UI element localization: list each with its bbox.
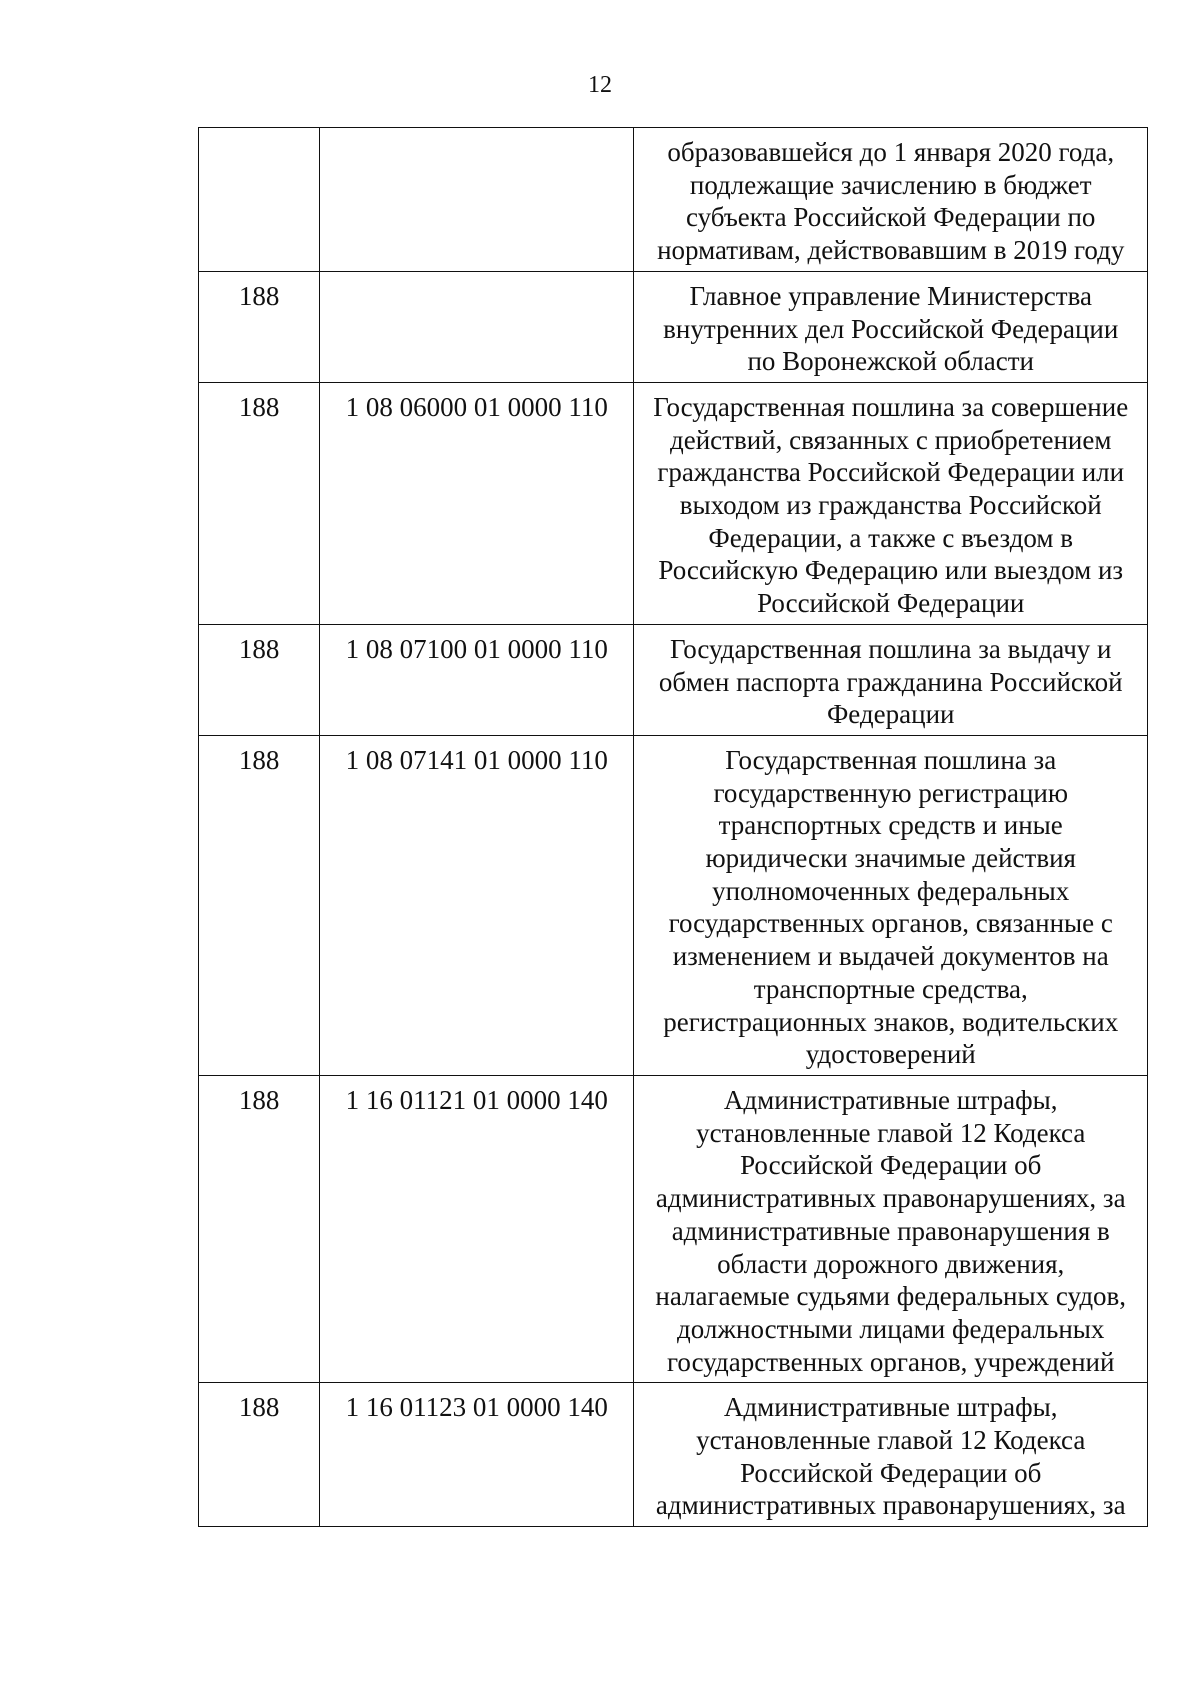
revenue-name-cell: [634, 624, 1148, 735]
revenue-name-cell: [634, 128, 1148, 272]
revenue-name-line: Российской Федерации об: [740, 1457, 1042, 1488]
revenue-name-cell: [634, 271, 1148, 382]
revenue-name-line: установленные главой 12 Кодекса: [696, 1425, 1086, 1456]
revenue-name-line: государственных органов, связанные с: [668, 908, 1113, 939]
revenue-name-line: подлежащие зачислению в бюджет: [689, 169, 1092, 200]
revenue-name-line: изменением и выдачей документов на: [672, 941, 1109, 972]
revenue-name-line: административных правонарушениях, за: [655, 1490, 1126, 1521]
revenue-name-line: административных правонарушениях, за: [655, 1183, 1126, 1214]
revenue-name-line: государственную регистрацию: [713, 777, 1069, 808]
admin-code-cell: 188: [199, 271, 320, 382]
revenue-name-line: Главное управление Министерства: [689, 280, 1092, 311]
revenue-name-line: Государственная пошлина за: [725, 744, 1057, 775]
admin-code-cell: 188: [199, 1075, 320, 1382]
revenue-name-line: нормативам, действовавшим в 2019 году: [657, 235, 1125, 266]
revenue-name-line: образовавшейся до 1 января 2020 года,: [667, 137, 1115, 167]
revenue-name-line: выходом из гражданства Российской: [679, 490, 1102, 521]
revenue-name-line: Административные штрафы,: [723, 1084, 1058, 1115]
revenue-name-line: гражданства Российской Федерации или: [657, 457, 1125, 488]
revenue-name-cell: [634, 1383, 1148, 1527]
revenue-name-cell: [634, 735, 1148, 1075]
table-body: [199, 128, 1148, 1527]
revenue-name-line: внутренних дел Российской Федерации: [663, 313, 1119, 344]
admin-code-cell: 188: [199, 735, 320, 1075]
admin-code-cell: 188: [199, 624, 320, 735]
kbk-code-cell: 1 16 01121 01 0000 140: [320, 1075, 634, 1382]
table-row: [199, 382, 1148, 624]
revenue-name-line: государственных органов, учреждений: [667, 1346, 1115, 1377]
revenue-name-line: административные правонарушения в: [671, 1215, 1110, 1246]
revenue-code-table: [198, 127, 1148, 1527]
kbk-code-cell: 1 16 01123 01 0000 140: [320, 1383, 634, 1527]
revenue-name-cell: [634, 1075, 1148, 1382]
revenue-name-line: юридически значимые действия: [705, 843, 1076, 874]
revenue-name-line: Федерации: [826, 699, 955, 730]
table-row: [199, 271, 1148, 382]
revenue-name-line: налагаемые судьями федеральных судов,: [655, 1281, 1127, 1312]
kbk-code-cell: [320, 271, 634, 382]
admin-code-cell: [199, 128, 320, 272]
revenue-name-line: удостоверений: [805, 1039, 976, 1070]
revenue-name-line: Государственная пошлина за выдачу и: [669, 633, 1112, 664]
revenue-name-line: Российской Федерации: [757, 588, 1025, 619]
revenue-name-line: Федерации, а также с въездом в: [708, 522, 1074, 553]
revenue-name-line: транспортные средства,: [753, 973, 1028, 1004]
revenue-name-line: должностными лицами федеральных: [677, 1313, 1105, 1344]
revenue-name-line: регистрационных знаков, водительских: [663, 1006, 1119, 1037]
revenue-name-line: Государственная пошлина за совершение: [653, 391, 1129, 422]
kbk-code-cell: 1 08 07100 01 0000 110: [320, 624, 634, 735]
kbk-code-cell: [320, 128, 634, 272]
table-row: [199, 624, 1148, 735]
kbk-code-cell: 1 08 07141 01 0000 110: [320, 735, 634, 1075]
table-row: [199, 128, 1148, 272]
table-row: [199, 1075, 1148, 1382]
revenue-name-line: Российской Федерации об: [740, 1150, 1042, 1181]
revenue-name-line: по Воронежской области: [747, 346, 1034, 377]
revenue-name-line: области дорожного движения,: [717, 1248, 1065, 1279]
revenue-name-line: субъекта Российской Федерации по: [686, 202, 1096, 233]
table-row: [199, 1383, 1148, 1527]
revenue-name-line: транспортных средств и иные: [718, 810, 1063, 841]
admin-code-cell: 188: [199, 382, 320, 624]
table-row: [199, 735, 1148, 1075]
revenue-name-line: действий, связанных с приобретением: [670, 424, 1112, 455]
kbk-code-cell: 1 08 06000 01 0000 110: [320, 382, 634, 624]
page-number: 12: [588, 72, 612, 98]
revenue-name-line: обмен паспорта гражданина Российской: [658, 666, 1123, 697]
revenue-name-cell: [634, 382, 1148, 624]
revenue-name-line: установленные главой 12 Кодекса: [696, 1117, 1086, 1148]
revenue-name-line: уполномоченных федеральных: [712, 875, 1070, 906]
revenue-name-line: Административные штрафы,: [723, 1392, 1058, 1423]
admin-code-cell: 188: [199, 1383, 320, 1527]
revenue-name-line: Российскую Федерацию или выездом из: [658, 555, 1124, 586]
